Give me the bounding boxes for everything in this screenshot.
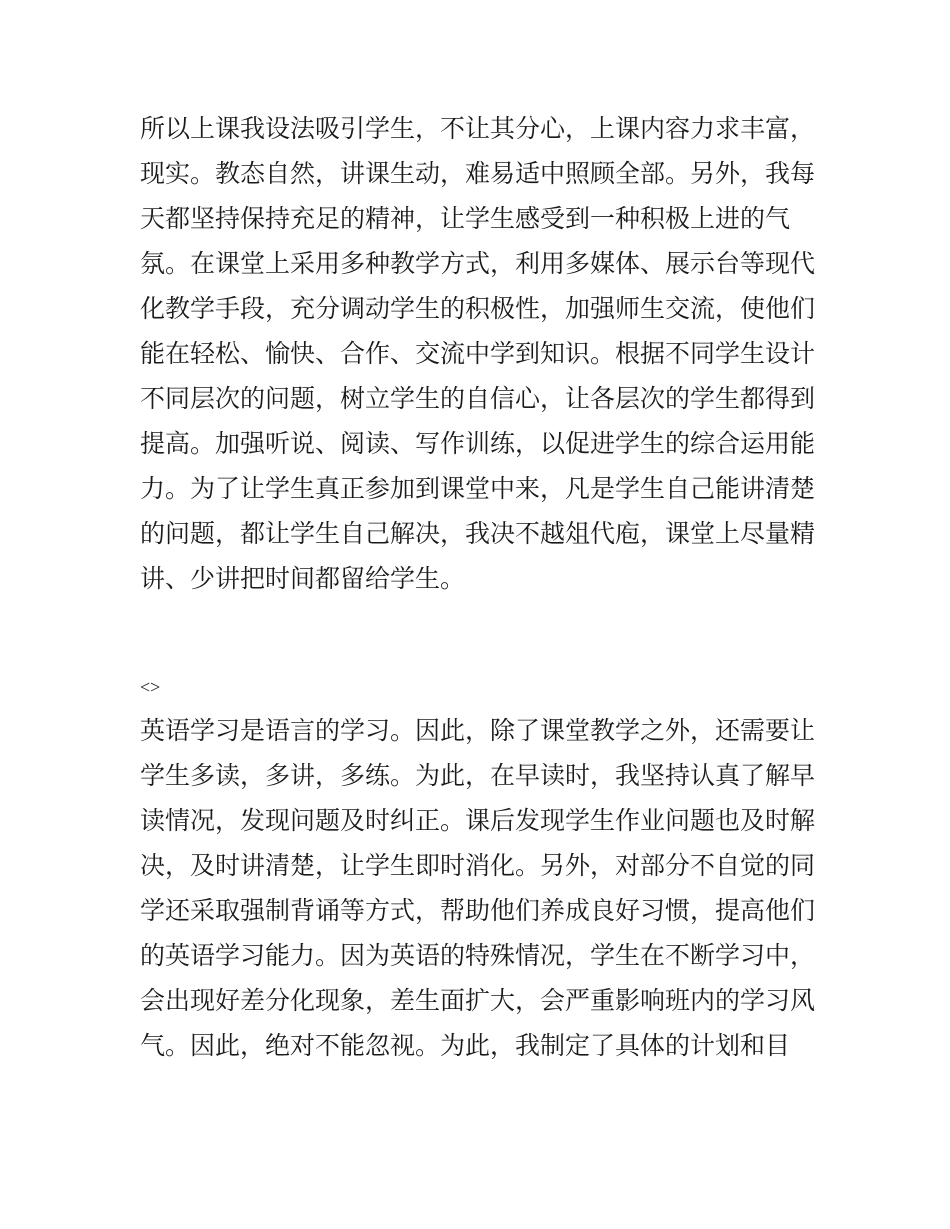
paragraph-line: 天都坚持保持充足的精神，让学生感受到一种积极上进的气 xyxy=(140,204,791,233)
paragraph-line: 力。为了让学生真正参加到课堂中来，凡是学生自己能讲清楚 xyxy=(140,474,816,503)
paragraph-english-learning xyxy=(140,708,820,1068)
paragraph-line: 所以上课我设法吸引学生，不让其分心，上课内容力求丰富， xyxy=(140,114,816,143)
paragraph-line: 的英语学习能力。因为英语的特殊情况，学生在不断学习中， xyxy=(140,941,816,970)
paragraph-line: 气。因此，绝对不能忽视。为此，我制定了具体的计划和目 xyxy=(140,1031,791,1060)
paragraph-line: 学生多读，多讲，多练。为此，在早读时，我坚持认真了解早 xyxy=(140,761,816,790)
section-marker-block xyxy=(140,665,820,710)
paragraph-teaching-methods xyxy=(140,106,820,601)
paragraph-line: 能在轻松、愉快、合作、交流中学到知识。根据不同学生设计 xyxy=(140,339,816,368)
paragraph-line: 的问题，都让学生自己解决，我决不越俎代庖，课堂上尽量精 xyxy=(140,519,816,548)
paragraph-line: 英语学习是语言的学习。因此，除了课堂教学之外，还需要让 xyxy=(140,716,816,745)
paragraph-line: 讲、少讲把时间都留给学生。 xyxy=(140,564,466,593)
paragraph-line: 氛。在课堂上采用多种教学方式，利用多媒体、展示台等现代 xyxy=(140,249,816,278)
paragraph-line: 现实。教态自然，讲课生动，难易适中照顾全部。另外，我每 xyxy=(140,159,816,188)
paragraph-line: 学还采取强制背诵等方式，帮助他们养成良好习惯，提高他们 xyxy=(140,896,816,925)
paragraph-line: 决，及时讲清楚，让学生即时消化。另外，对部分不自觉的同 xyxy=(140,851,816,880)
paragraph-line: 读情况，发现问题及时纠正。课后发现学生作业问题也及时解 xyxy=(140,806,816,835)
section-marker: <> xyxy=(140,677,161,697)
paragraph-line: 化教学手段，充分调动学生的积极性，加强师生交流，使他们 xyxy=(140,294,816,323)
paragraph-line: 提高。加强听说、阅读、写作训练，以促进学生的综合运用能 xyxy=(140,429,816,458)
paragraph-line: 会出现好差分化现象，差生面扩大，会严重影响班内的学习风 xyxy=(140,986,816,1015)
paragraph-line: 不同层次的问题，树立学生的自信心，让各层次的学生都得到 xyxy=(140,384,816,413)
